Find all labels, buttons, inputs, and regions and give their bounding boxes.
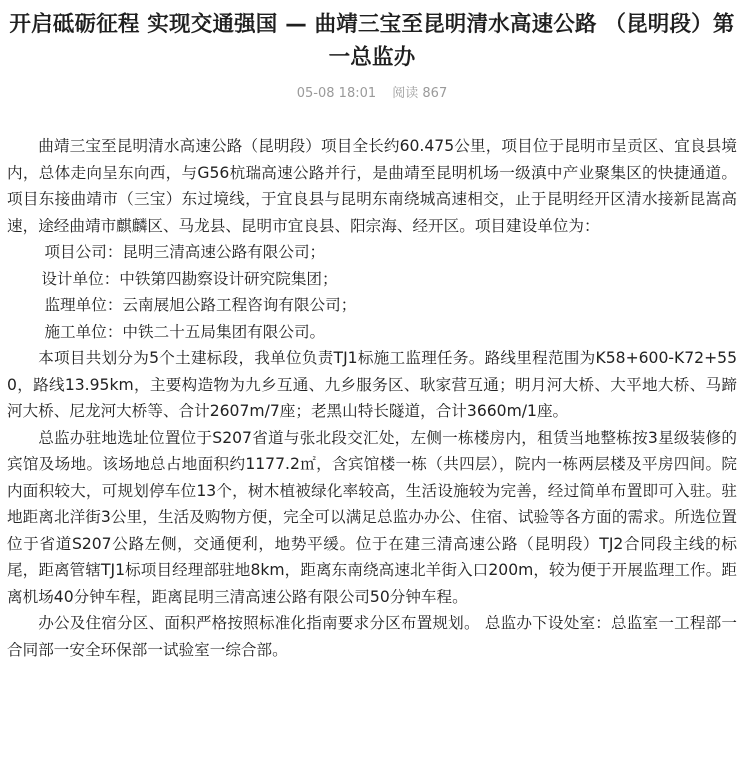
paragraph-design-unit: 设计单位：中铁第四勘察设计研究院集团； — [41, 269, 338, 288]
paragraph-project-overview: 曲靖三宝至昆明清水高速公路（昆明段）项目全长约60.475公里，项目位于昆明市呈贡区、宜良县境内，总体走向呈东向西，与G56杭瑞高速公路并行，是曲靖至昆明机场一级滇中产业聚集区的快捷通道。项目东接曲靖市（三宝）东过境线，于宜良县与昆明东南绕城高速相交，止于昆明经开区清水接新昆嵩高速，途经曲靖市麒麟区、马龙县、昆明市宜良县、阳宗海、经开区。项目建设单位为： — [7, 137, 737, 235]
paragraph-supervision-unit: 监理单位：云南展旭公路工程咨询有限公司； — [44, 296, 357, 314]
paragraph-sections: 本项目共划分为5个土建标段，我单位负责TJ1标施工监理任务。路线里程范围为K58+600-K72+550，路线13.95km，主要构造物为九乡互通、九乡服务区、耿家营互通；明月河大桥、大平地大桥、马蹄河大桥、尼龙河大桥等、合计2607m/7座；老黑山特长隧道，合计3660m/1座。 — [7, 349, 737, 420]
article-body — [7, 133, 737, 663]
paragraph-project-company: 项目公司：昆明三清高速公路有限公司； — [44, 243, 326, 261]
article-title: 开启砥砺征程 实现交通强国 — 曲靖三宝至昆明清水高速公路 （昆明段）第一总监办 — [9, 12, 735, 70]
paragraph-office-location: 总监办驻地选址位置位于S207省道与张北段交汇处，左侧一栋楼房内，租赁当地整栋按3星级装修的宾馆及场地。该场地总占地面积约1177.2㎡，含宾馆楼一栋（共四层），院内一栋两层楼及平房四间。院内面积较大，可规划停车位13个，树木植被绿化率较高，生活设施较为完善，经过简单布置即可入驻。驻地距离北洋街3公里，生活及购物方便，完全可以满足总监办办公、住宿、试验等各方面的需求。所选位置位于省道S207公路左侧，交通便利，地势平缓。位于在建三清高速公路（昆明段）TJ2合同段主线的标尾，距离管辖TJ1标项目经理部驻地8km，距离东南绕高速北羊街入口200m，较为便于开展监理工作。距离机场40分钟车程，距离昆明三清高速公路有限公司50分钟车程。 — [7, 428, 737, 606]
publish-date: 05-08 18:01 — [296, 86, 377, 101]
read-count: 阅读 867 — [392, 86, 448, 101]
article-meta — [0, 85, 744, 103]
paragraph-office-layout: 办公及住宿分区、面积严格按照标准化指南要求分区布置规划。 总监办下设处室：总监室一工程部一合同部一安全环保部一试验室一综合部。 — [7, 614, 737, 659]
paragraph-construction-unit: 施工单位：中铁二十五局集团有限公司。 — [44, 322, 326, 341]
